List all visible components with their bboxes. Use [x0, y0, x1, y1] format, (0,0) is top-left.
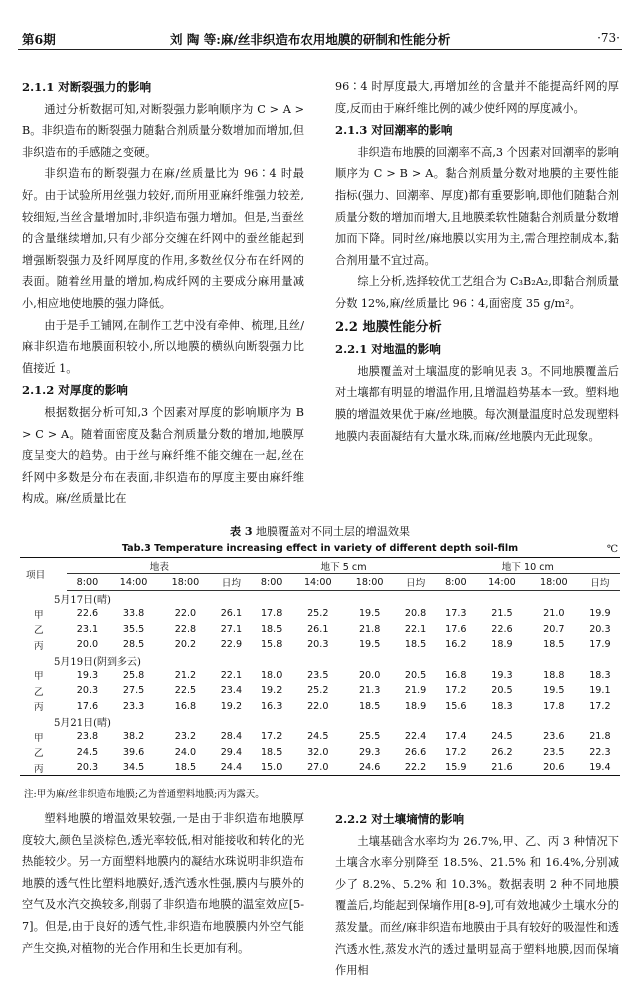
table-cell: 23.1 — [76, 623, 99, 635]
table-cell: 34.5 — [108, 760, 160, 776]
treatment-label: 乙 — [34, 686, 44, 698]
table-caption-en: Tab.3 Temperature increasing effect in variety of different depth soil-film — [121, 543, 519, 554]
table-cell: 20.2 — [174, 639, 197, 651]
table-cell: 25.8 — [122, 669, 145, 681]
table-cell: 19.1 — [589, 685, 611, 697]
table-cell: 25.2 — [307, 685, 329, 697]
section-heading: 2.1.2 对厚度的影响 — [22, 383, 128, 398]
table-row — [20, 729, 620, 744]
table-cell: 18.5 — [160, 760, 212, 776]
header-rule — [18, 49, 622, 50]
table-row — [20, 668, 620, 683]
section-heading: 2.1.3 对回潮率的影响 — [335, 123, 453, 138]
table-cell: 19.5 — [358, 608, 381, 620]
paragraph: 地膜覆盖对土壤温度的影响见表 3。不同地膜覆盖后对土壤都有明显的增温作用,且增温趋势基本一致。塑料地膜的增温效果优于麻/丝地膜。每次测量温度时总发现塑料地膜内表面凝结有大量水珠,而麻/丝地膜内无此现象。 — [335, 364, 619, 443]
table-cell: 20.7 — [543, 623, 565, 635]
date-label: 5月19日(阴到多云) — [54, 656, 141, 668]
table-cell: 24.0 — [174, 746, 197, 758]
table-cell: 19.3 — [491, 669, 513, 681]
table-cell: 26.1 — [220, 608, 243, 620]
table-cell: 16.3 — [260, 700, 283, 712]
table-cell: 21.6 — [476, 760, 528, 776]
table-cell: 18.5 — [404, 639, 427, 651]
table-cell: 19.4 — [580, 760, 620, 776]
right-column-bottom — [335, 808, 619, 982]
table-cell: 22.6 — [76, 608, 99, 620]
table-cell: 18.5 — [260, 623, 283, 635]
table-cell: 23.5 — [543, 746, 565, 758]
time-header: 14:00 — [108, 574, 160, 590]
time-header: 8:00 — [67, 574, 107, 590]
table-cell: 19.2 — [260, 685, 283, 697]
paragraph: 96∶4 时厚度最大,再增加丝的含量并不能提高纤网的厚度,反而由于麻纤维比例的减少使纤网的厚度减小。 — [335, 80, 619, 115]
right-column-top — [335, 76, 619, 447]
paragraph: 非织造布地膜的回潮率不高,3 个因素对回潮率的影响顺序为 C > B > A。黏合剂质量分数对地膜的主要性能指标(强力、回潮率、厚度)都有重要影响,即他们随黏合剂质量分数的增加而增大,且地膜柔软性随黏合剂质量分数增加而下降。同时丝/麻地膜以实用为主,需合理控制成本,黏合剂用量不宜过高。 — [335, 145, 619, 267]
table-row — [20, 760, 620, 776]
table-cell: 39.6 — [122, 746, 145, 758]
table-cell: 24.5 — [307, 731, 329, 743]
table-row — [20, 745, 620, 760]
table-note: 注:甲为麻/丝非织造布地膜;乙为普通塑料地膜;丙为露天。 — [24, 789, 265, 800]
table-unit: ℃ — [606, 544, 618, 555]
table-cell: 22.9 — [220, 639, 243, 651]
table-cell: 32.0 — [307, 746, 329, 758]
table-cell: 20.6 — [528, 760, 580, 776]
time-header: 14:00 — [292, 574, 344, 590]
treatment-label: 甲 — [34, 732, 44, 744]
table-cell: 22.2 — [396, 760, 436, 776]
table-cell: 22.1 — [404, 623, 427, 635]
table-row — [20, 637, 620, 652]
table-cell: 18.5 — [358, 700, 381, 712]
table-cell: 17.6 — [445, 623, 467, 635]
table-cell: 19.5 — [543, 685, 565, 697]
time-header: 8:00 — [251, 574, 291, 590]
treatment-label: 丙 — [34, 640, 44, 652]
table-cell: 21.2 — [174, 669, 197, 681]
table-cell: 22.4 — [404, 731, 427, 743]
table-cell: 16.2 — [445, 639, 467, 651]
left-column-bottom — [22, 808, 304, 959]
date-label: 5月21日(晴) — [54, 718, 111, 730]
time-header: 18:00 — [160, 574, 212, 590]
table-cell: 24.5 — [76, 746, 99, 758]
time-header: 18:00 — [528, 574, 580, 590]
paragraph: 综上分析,选择较优工艺组合为 C₃B₂A₂,即黏合剂质量分数 12%,麻/丝质量比 96∶4,面密度 35 g/m²。 — [335, 275, 619, 310]
table-cell: 18.5 — [260, 746, 283, 758]
table-cell: 22.0 — [307, 700, 329, 712]
table-cell: 25.2 — [307, 608, 329, 620]
table-title: 地膜覆盖对不同土层的增温效果 — [255, 525, 410, 538]
table-cell: 28.4 — [220, 731, 243, 743]
table-cell: 29.4 — [220, 746, 243, 758]
table-cell: 18.5 — [543, 639, 565, 651]
treatment-label: 丙 — [34, 702, 44, 714]
table-cell: 24.5 — [491, 731, 513, 743]
table-cell: 22.3 — [589, 746, 611, 758]
table-cell: 21.3 — [358, 685, 381, 697]
table-cell: 33.8 — [122, 608, 145, 620]
table-cell: 38.2 — [122, 731, 145, 743]
table-label: 表 3 — [230, 525, 253, 538]
table-cell: 26.2 — [491, 746, 513, 758]
time-header: 14:00 — [476, 574, 528, 590]
table-cell: 27.5 — [122, 685, 145, 697]
table-cell: 17.6 — [76, 700, 99, 712]
time-header: 8:00 — [436, 574, 476, 590]
table-caption-cn — [0, 523, 640, 539]
table-cell: 21.9 — [404, 685, 427, 697]
section-heading: 2.1.1 对断裂强力的影响 — [22, 80, 152, 94]
running-title: 刘 陶 等:麻/丝非织造布农用地膜的研制和性能分析 — [170, 32, 451, 47]
treatment-label: 甲 — [34, 609, 44, 621]
item-header: 项目 — [20, 558, 67, 591]
table-cell: 29.3 — [358, 746, 381, 758]
table-cell: 17.2 — [445, 685, 467, 697]
table-cell: 16.8 — [445, 669, 467, 681]
paragraph: 根据数据分析可知,3 个因素对厚度的影响顺序为 B > C > A。随着面密度及黏合剂质量分数的增加,地膜厚度呈变大的趋势。由于丝与麻纤维不能交缠在一起,丝在纤网中多数是分布在表面,非织造布的厚度主要由麻纤维构成。麻/丝质量比在 — [22, 405, 304, 506]
paragraph: 塑料地膜的增温效果较强,一是由于非织造布地膜厚度较大,颜色呈淡棕色,透光率较低,相对能接收和转化的光热能较少。另一方面塑料地膜内的凝结水珠说明非织造布地膜的透气性比塑料地膜好,透汽透水性强,膜内与膜外的空气及水汽交换较多,削弱了非织造布地膜的温室效应[5-7]。但是,由于良好的透气性,非织造布地膜膜内外空气能产生交换,对植物的光合作用和生长更加有利。 — [22, 812, 304, 955]
table-cell: 17.8 — [543, 700, 565, 712]
page-number: ·73· — [597, 31, 620, 45]
table-cell: 25.5 — [358, 731, 381, 743]
section-heading: 2.2.1 对地温的影响 — [335, 342, 441, 357]
table-cell: 18.3 — [589, 669, 611, 681]
table-cell: 23.8 — [76, 731, 99, 743]
time-header: 18:00 — [344, 574, 396, 590]
table-cell: 27.0 — [292, 760, 344, 776]
left-column-top — [22, 76, 304, 510]
table-cell: 18.9 — [404, 700, 427, 712]
table-cell: 22.5 — [174, 685, 197, 697]
temperature-table — [20, 557, 620, 776]
table-row — [20, 683, 620, 698]
paragraph: 土壤基础含水率均为 26.7%,甲、乙、丙 3 种情况下土壤含水率分别降至 18.5%、21.5% 和 16.4%,分别减少了 8.2%、5.2% 和 10.3%。数据表明 2 种不同地膜覆盖后,均能起到保墒作用[8-9],可有效地减少土壤水分的蒸发量。而丝/麻非织造布地膜由于具有较好的吸湿性和透汽透水性,蒸发水汽的透过量明显高于塑料地膜,因而保墒作用相 — [335, 834, 619, 978]
treatment-label: 甲 — [34, 671, 44, 683]
table-cell: 17.8 — [260, 608, 283, 620]
table-cell: 35.5 — [122, 623, 145, 635]
table-cell: 17.9 — [589, 639, 611, 651]
table-cell: 17.4 — [445, 731, 467, 743]
table-cell: 24.4 — [211, 760, 251, 776]
table-cell: 18.0 — [260, 669, 283, 681]
table-cell: 17.3 — [445, 608, 467, 620]
table-row — [20, 606, 620, 621]
table-cell: 26.6 — [404, 746, 427, 758]
paragraph: 由于是手工铺网,在制作工艺中没有牵伸、梳理,且丝/麻非织造布地膜面积较小,所以地膜的横纵向断裂强力比值接近 1。 — [22, 318, 304, 375]
time-header: 日均 — [580, 574, 620, 590]
table-cell: 24.6 — [344, 760, 396, 776]
table-cell: 22.6 — [491, 623, 513, 635]
table-cell: 20.3 — [589, 623, 611, 635]
table-cell: 23.4 — [220, 685, 243, 697]
table-cell: 20.3 — [76, 685, 99, 697]
issue-number: 第6期 — [22, 32, 56, 47]
table-cell: 20.3 — [307, 639, 329, 651]
table-cell: 21.8 — [358, 623, 381, 635]
section-heading: 2.2 地膜性能分析 — [335, 319, 442, 335]
table-cell: 17.2 — [589, 700, 611, 712]
table-cell: 21.0 — [543, 608, 565, 620]
time-header: 日均 — [211, 574, 251, 590]
table-cell: 22.8 — [174, 623, 197, 635]
table-cell: 27.1 — [220, 623, 243, 635]
table-cell: 20.0 — [76, 639, 99, 651]
table-cell: 22.1 — [220, 669, 243, 681]
group-header: 地表 — [67, 558, 251, 574]
table-cell: 15.9 — [436, 760, 476, 776]
table-cell: 23.6 — [543, 731, 565, 743]
table-cell: 18.3 — [491, 700, 513, 712]
date-label: 5月17日(晴) — [54, 594, 111, 606]
table-cell: 15.0 — [251, 760, 291, 776]
table-cell: 23.2 — [174, 731, 197, 743]
table-cell: 20.8 — [404, 608, 427, 620]
table-cell: 19.2 — [220, 700, 243, 712]
table-cell: 23.5 — [307, 669, 329, 681]
table-cell: 15.8 — [260, 639, 283, 651]
table-cell: 28.5 — [122, 639, 145, 651]
table-cell: 21.5 — [491, 608, 513, 620]
treatment-label: 乙 — [34, 625, 44, 637]
table-cell: 17.2 — [445, 746, 467, 758]
treatment-label: 丙 — [20, 760, 67, 776]
table-cell: 20.3 — [67, 760, 107, 776]
table-cell: 17.2 — [260, 731, 283, 743]
treatment-label: 乙 — [34, 748, 44, 760]
paragraph: 非织造布的断裂强力在麻/丝质量比为 96∶4 时最好。由于试验所用丝强力较好,而所用亚麻纤维强力较差,较细短,当丝含量增加时,非织造布强力增加。但是,当蚕丝的含量继续增加,只有少部分交缠在纤网中的蚕丝能起到增强断裂强力及纤网厚度的作用,多数丝仅分布在纤网的表面。随着丝用量的增加,构成纤网的主要成分麻用量减小,相应地使地膜的强力降低。 — [22, 167, 304, 310]
table-cell: 20.5 — [404, 669, 427, 681]
running-header — [0, 0, 640, 48]
table-cell: 22.0 — [174, 608, 197, 620]
table-cell: 19.9 — [589, 608, 611, 620]
table-cell: 19.3 — [76, 669, 99, 681]
table-row — [20, 622, 620, 637]
paragraph: 通过分析数据可知,对断裂强力影响顺序为 C > A > B。非织造布的断裂强力随黏合剂质量分数增加而增加,但非织造布的手感随之变硬。 — [22, 102, 304, 159]
table-row — [20, 699, 620, 714]
table-cell: 18.9 — [491, 639, 513, 651]
table-cell: 16.8 — [174, 700, 197, 712]
table-cell: 18.8 — [543, 669, 565, 681]
table-cell: 23.3 — [122, 700, 145, 712]
group-header: 地下 10 cm — [436, 558, 620, 574]
table-cell: 20.5 — [491, 685, 513, 697]
table-cell: 20.0 — [358, 669, 381, 681]
section-heading: 2.2.2 对土壤墒情的影响 — [335, 812, 465, 826]
table-cell: 19.5 — [358, 639, 381, 651]
group-header: 地下 5 cm — [251, 558, 435, 574]
table-cell: 15.6 — [445, 700, 467, 712]
table-cell: 26.1 — [307, 623, 329, 635]
time-header: 日均 — [396, 574, 436, 590]
table-cell: 21.8 — [589, 731, 611, 743]
